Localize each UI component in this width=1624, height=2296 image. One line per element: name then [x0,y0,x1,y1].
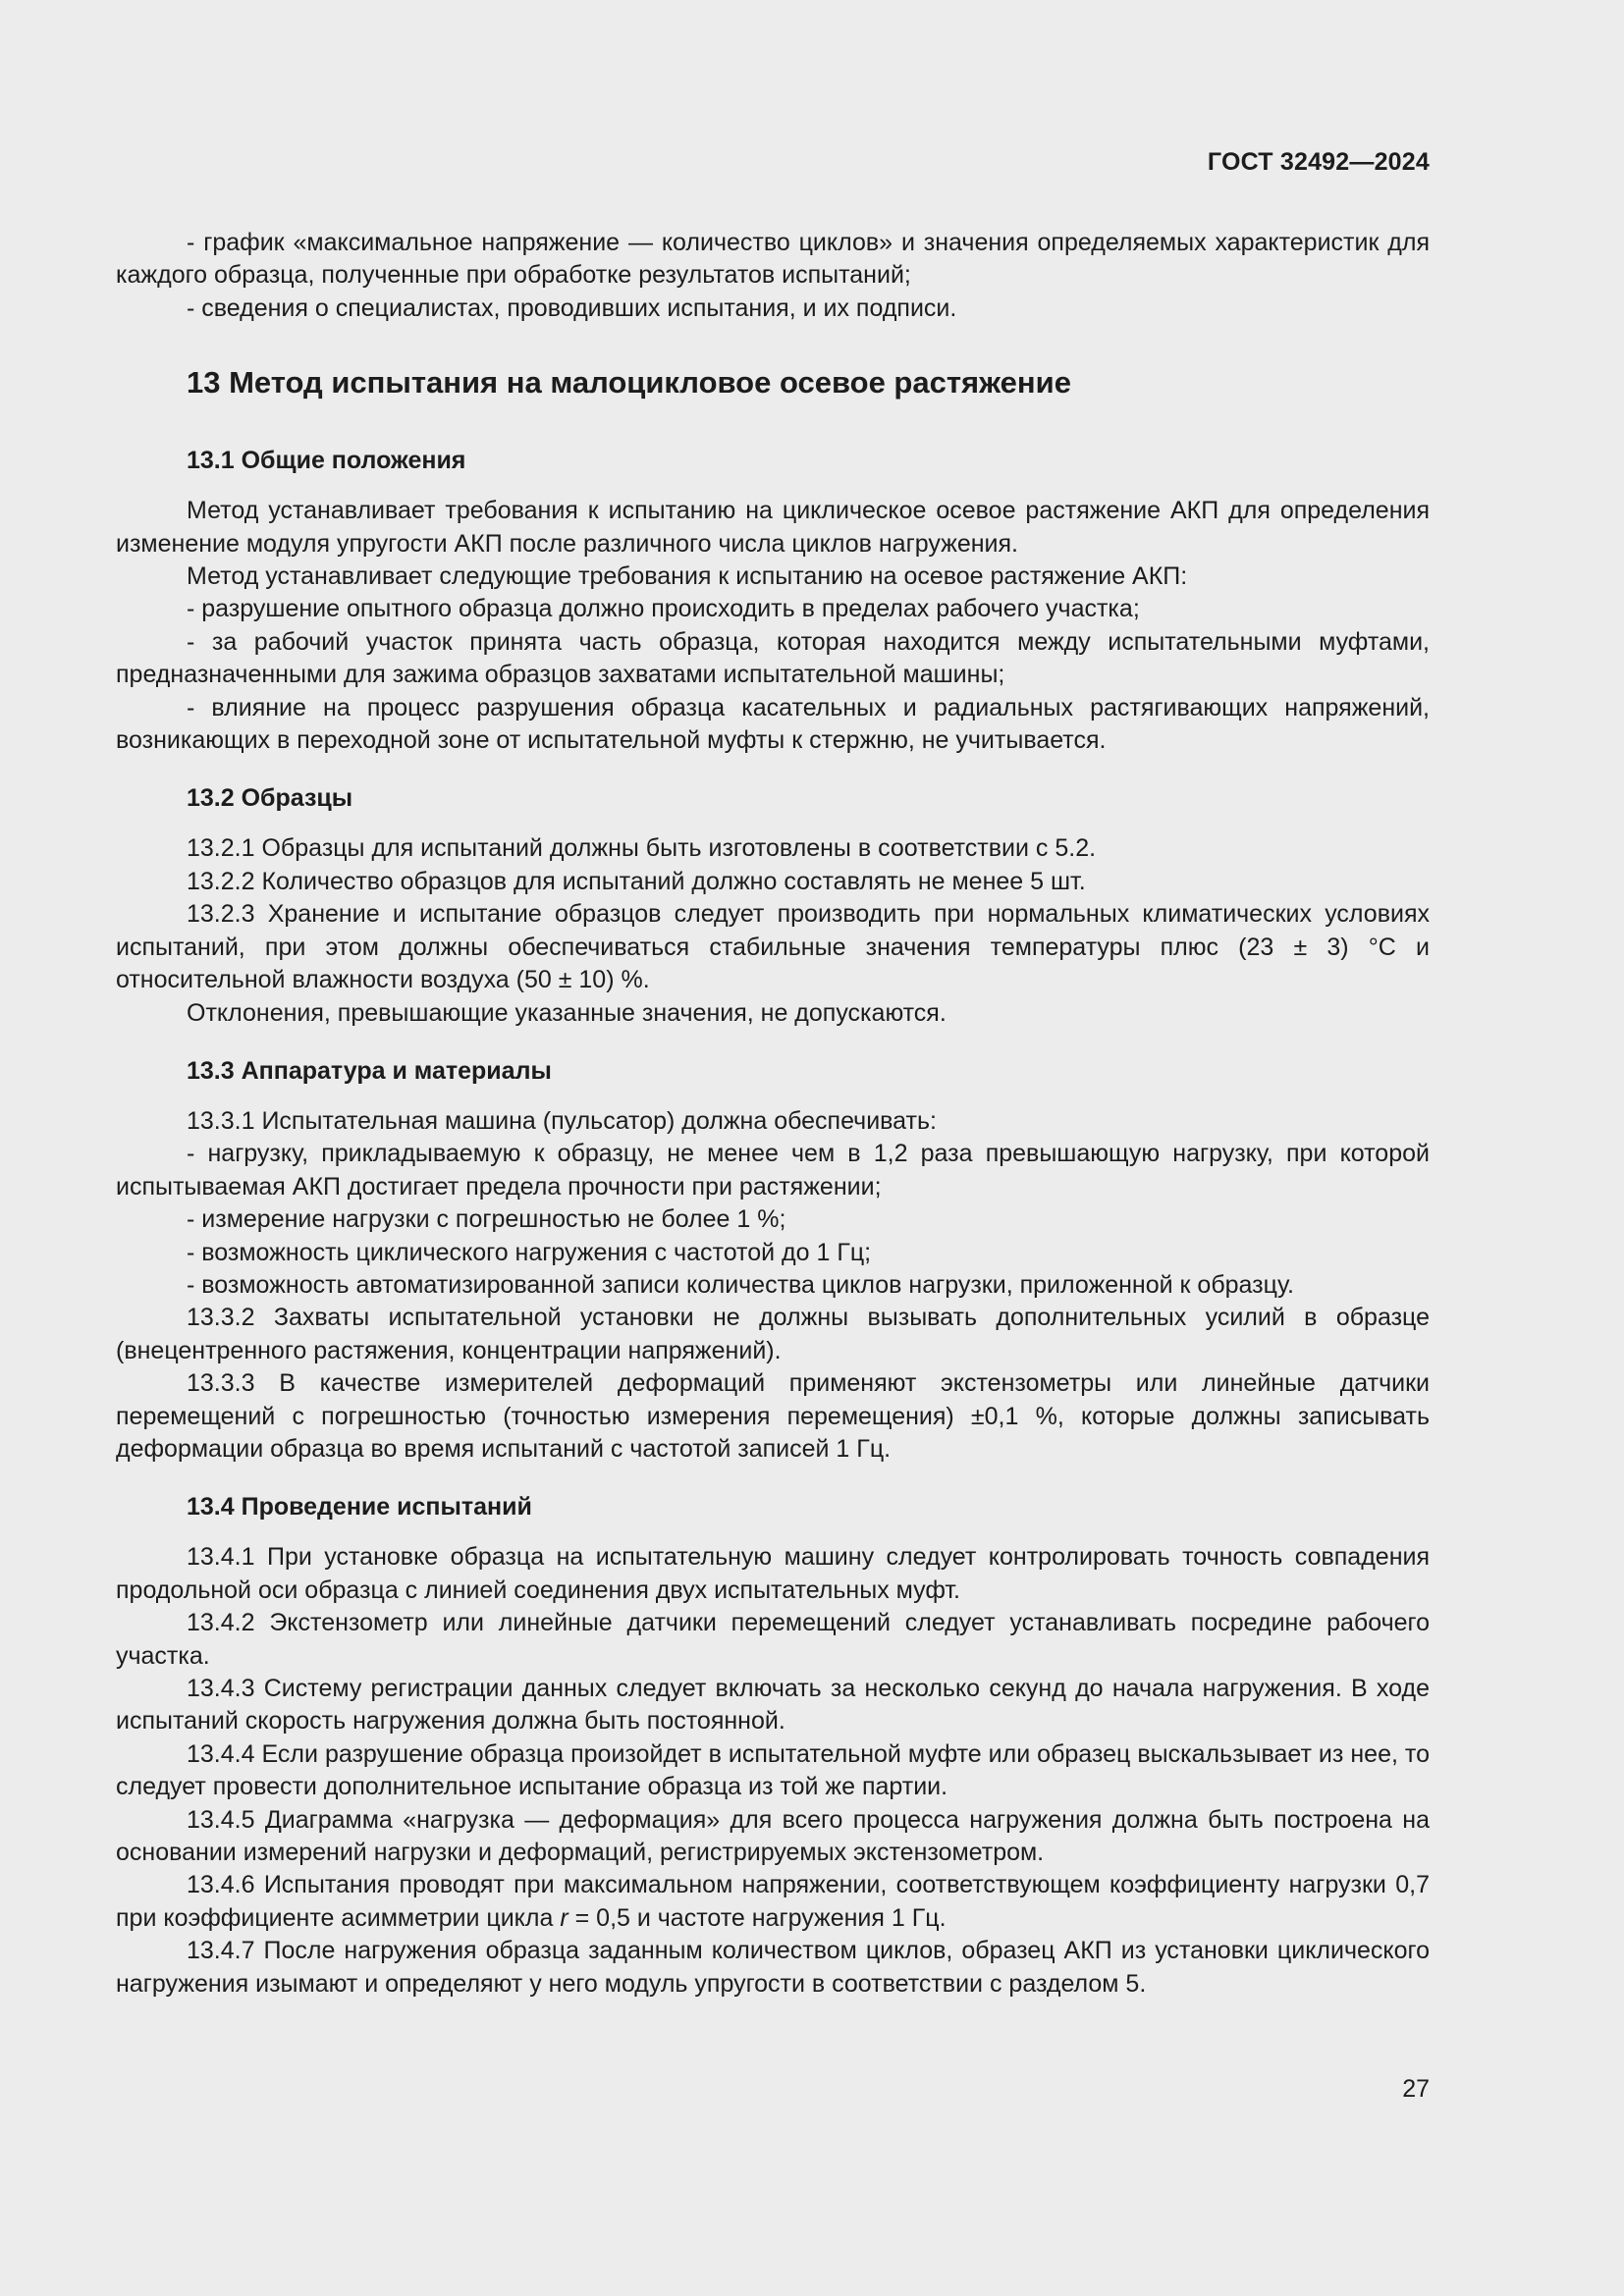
paragraph: Отклонения, превышающие указанные значения, не допускаются. [187,998,947,1027]
paragraph: 13.3.1 Испытательная машина (пульсатор) должна обеспечивать: [187,1106,937,1135]
paragraph: 13.2.1 Образцы для испытаний должны быть изготовлены в соответствии с 5.2. [187,834,1097,863]
paragraph: 13.2.3 Хранение и испытание образцов следует производить при нормальных климатических условиях испытаний, при этом должны обеспечиваться стабильные значения температуры плюс (23 ± 3) °С и относительной влажности воздуха (50 ± 10) %. [116,900,1430,994]
list-item: - возможность циклического нагружения с частотой до 1 Гц; [187,1238,872,1266]
section-heading: 13 Метод испытания на малоцикловое осевое растяжение [187,365,1071,400]
paragraph: 13.4.2 Экстензометр или линейные датчики перемещений следует устанавливать посредине рабочего участка. [116,1609,1430,1670]
page-number: 27 [1402,2075,1430,2103]
list-item: - влияние на процесс разрушения образца касательных и радиальных растягивающих напряжений, возникающих в переходной зоне от испытательной муфты к стержню, не учитывается. [116,693,1430,755]
list-item: - измерение нагрузки с погрешностью не более 1 %; [187,1205,786,1234]
page-content [116,227,1430,2001]
paragraph: 13.4.7 После нагружения образца заданным количеством циклов, образец АКП из установки циклического нагружения изымают и определяют у него модуль упругости в соответствии с разделом 5. [116,1937,1430,1998]
paragraph: Метод устанавливает следующие требования к испытанию на осевое растяжение АКП: [187,562,1188,591]
subsection-heading: 13.2 Образцы [187,784,353,813]
paragraph: 13.4.1 При установке образца на испытательную машину следует контролировать точность совпадения продольной оси образца с линией соединения двух испытательных муфт. [116,1543,1430,1604]
list-item: - возможность автоматизированной записи количества циклов нагрузки, приложенной к образцу. [187,1270,1294,1299]
paragraph: 13.3.2 Захваты испытательной установки не должны вызывать дополнительных усилий в образце (внецентренного растяжения, концентрации напряжений). [116,1304,1430,1364]
subsection-heading: 13.3 Аппаратура и материалы [187,1056,552,1085]
paragraph: 13.2.2 Количество образцов для испытаний должно составлять не менее 5 шт. [187,867,1086,895]
paragraph: 13.3.3 В качестве измерителей деформаций применяют экстензометры или линейные датчики перемещений с погрешностью (точностью измерения перемещения) ±0,1 %, которые должны записывать деформации образца во время испытаний с частотой записей 1 Гц. [116,1369,1430,1463]
paragraph: Метод устанавливает требования к испытанию на циклическое осевое растяжение АКП для определения изменение модуля упругости АКП после различного числа циклов нагружения. [116,497,1430,558]
text-fragment: 13.4.6 Испытания проводят при максимальном напряжении, соответствующем коэффициенту нагрузки 0,7 при коэффициенте асимметрии цикла [116,1871,1430,1932]
text-fragment: = 0,5 и частоте нагружения 1 Гц. [574,1903,947,1932]
list-item: - нагрузку, прикладываемую к образцу, не менее чем в 1,2 раза превышающую нагрузку, при которой испытываемая АКП достигает предела прочности при растяжении; [116,1140,1430,1201]
paragraph: 13.4.4 Если разрушение образца произойдет в испытательной муфте или образец выскальзывает из нее, то следует провести дополнительное испытание образца из той же партии. [116,1739,1430,1801]
paragraph: 13.4.5 Диаграмма «нагрузка — деформация» для всего процесса нагружения должна быть построена на основании измерений нагрузки и деформаций, регистрируемых экстензометром. [116,1805,1430,1867]
paragraph: - сведения о специалистах, проводивших испытания, и их подписи. [187,294,957,322]
list-item: - за рабочий участок принята часть образца, которая находится между испытательными муфтами, предназначенными для зажима образцов захватами испытательной машины; [116,627,1430,689]
paragraph [116,1869,1430,1935]
paragraph: 13.4.3 Систему регистрации данных следует включать за несколько секунд до начала нагружения. В ходе испытаний скорость нагружения должна быть постоянной. [116,1675,1430,1735]
subsection-heading: 13.1 Общие положения [187,447,466,475]
subsection-heading: 13.4 Проведение испытаний [187,1493,532,1522]
variable-r: r [560,1903,568,1932]
list-item: - разрушение опытного образца должно происходить в пределах рабочего участка; [187,595,1140,623]
paragraph: - график «максимальное напряжение — количество циклов» и значения определяемых характеристик для каждого образца, полученные при обработке результатов испытаний; [116,229,1430,290]
standard-number: ГОСТ 32492—2024 [1207,148,1430,176]
